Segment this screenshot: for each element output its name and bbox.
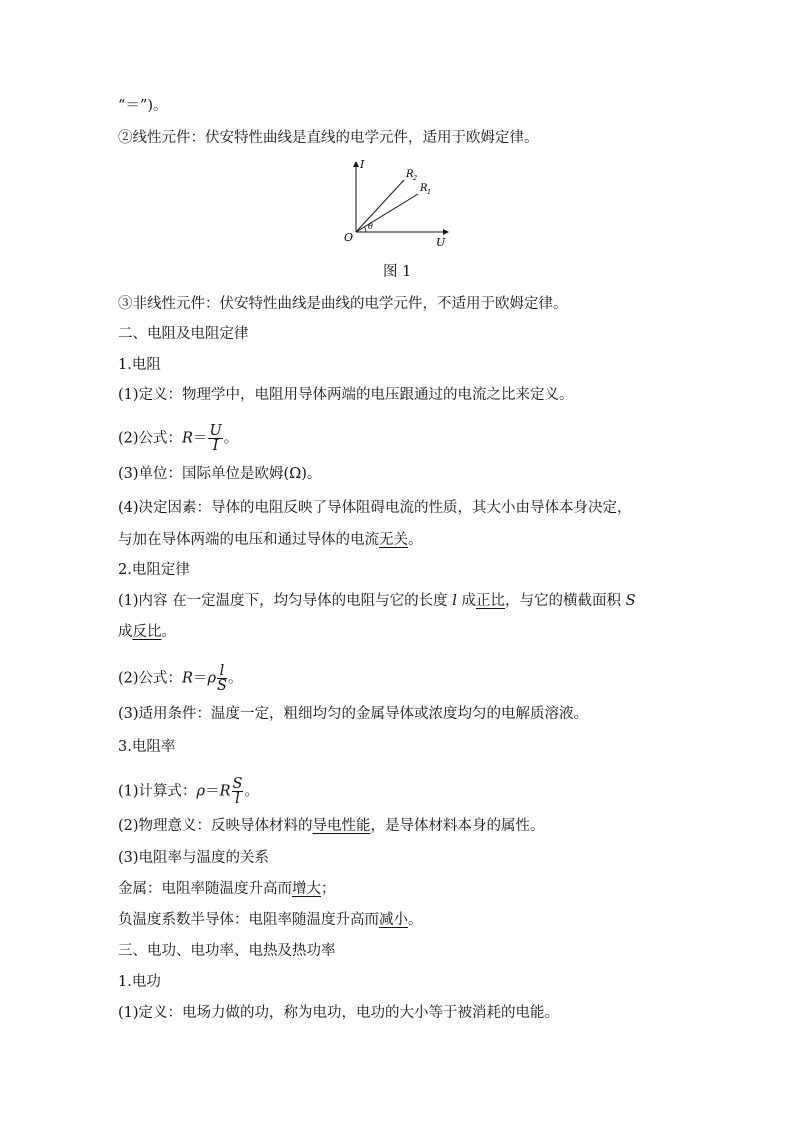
text-span: ＝ (205, 783, 220, 800)
origin-label: O (344, 231, 354, 244)
text-span: 成 (118, 624, 133, 640)
line-r1 (356, 194, 418, 232)
text-span: 金属：电阻率随温度升高而 (118, 881, 292, 897)
section-heading: 三、电功、电功率、电热及热功率 (118, 943, 336, 959)
underlined-answer: 无关 (379, 532, 408, 548)
text-line: “＝”)。 (118, 98, 168, 114)
text-span: (2)物理意义：反映导体材料的 (118, 818, 313, 834)
angle-label: θ (368, 222, 373, 231)
text-span: 。 (244, 783, 259, 800)
text-line: (4)决定因素：导体的电阻反映了导体阻碍电流的性质，其大小由导体本身决定， (118, 500, 632, 516)
numerator: l (217, 664, 227, 679)
text-span: 。 (408, 532, 423, 548)
text-line (118, 910, 423, 930)
text-line (118, 591, 636, 611)
text-span: 负温度系数半导体：电阻率随温度升高而 (118, 912, 379, 928)
text-line: ②线性元件：伏安特性曲线是直线的电学元件，适用于欧姆定律。 (118, 130, 539, 146)
axis-label-i: I (360, 158, 365, 171)
text-line (118, 816, 545, 836)
underlined-answer: 导电性能 (312, 818, 371, 834)
subsection-heading: 3.电阻率 (118, 739, 176, 755)
angle-arc (365, 227, 367, 232)
variable: ρ (196, 783, 206, 800)
text-span: (1)内容 在一定温度下，均匀导体的电阻与它的长度 (118, 593, 453, 609)
iu-characteristic-figure (340, 158, 452, 250)
denominator: S (217, 678, 227, 694)
label-r2: R (406, 169, 414, 180)
numerator: U (209, 423, 222, 439)
underlined-answer: 增大 (292, 881, 321, 897)
fraction (217, 664, 227, 693)
fraction (208, 424, 222, 453)
text-span: ＝ (192, 670, 208, 687)
denominator: l (235, 791, 240, 807)
variable: R (182, 670, 193, 687)
fraction (232, 777, 244, 806)
text-span: 。 (408, 912, 423, 928)
underlined-answer: 反比 (132, 624, 162, 640)
figure-caption: 图 1 (383, 264, 412, 280)
text-line: (1)定义：电场力做的功，称为电功，电功的大小等于被消耗的电能。 (118, 1005, 560, 1021)
section-heading: 二、电阻及电阻定律 (118, 326, 249, 342)
formula-line (118, 424, 238, 453)
text-span: ，是导体材料本身的属性。 (370, 818, 545, 834)
subsection-heading: 1.电阻 (118, 357, 161, 373)
denominator: I (212, 438, 219, 454)
label-r1: R (420, 183, 428, 194)
text-line: (1)定义：物理学中，电阻用导体两端的电压跟通过的电流之比来定义。 (118, 387, 574, 403)
text-line (118, 879, 336, 899)
numerator: S (232, 776, 243, 792)
text-line: ③非线性元件：伏安特性曲线是曲线的电学元件，不适用于欧姆定律。 (118, 296, 568, 312)
variable: R (219, 783, 231, 800)
variable: S (625, 593, 636, 609)
text-line: (3)适用条件：温度一定，粗细均匀的金属导体或浓度均匀的电解质溶液。 (118, 706, 589, 722)
variable: l (452, 593, 457, 609)
text-span: 。 (227, 670, 243, 687)
underlined-answer: 减小 (379, 912, 408, 928)
formula-line (118, 777, 259, 806)
label-r1-sub: 1 (427, 188, 432, 196)
text-line (118, 622, 176, 642)
text-span: (2)公式： (118, 430, 183, 447)
text-line: (3)单位：国际单位是欧姆(Ω)。 (118, 466, 322, 482)
text-span: ； (321, 881, 336, 897)
variable: R (182, 430, 193, 447)
text-span: (1)计算式： (118, 783, 197, 800)
text-span: 成 (456, 593, 477, 609)
text-span: ＝ (192, 430, 208, 447)
subsection-heading: 2.电阻定律 (118, 562, 190, 578)
text-span: (2)公式： (118, 670, 183, 687)
subsection-heading: 1.电功 (118, 974, 161, 990)
formula-line (118, 664, 242, 693)
text-line (118, 530, 423, 550)
text-span: ，与它的横截面积 (505, 593, 626, 609)
axis-label-u: U (436, 236, 446, 249)
iu-graph (340, 158, 452, 250)
line-r2 (356, 180, 404, 232)
text-line: (3)电阻率与温度的关系 (118, 850, 270, 866)
text-span: 。 (223, 430, 239, 447)
text-span: 与加在导体两端的电压和通过导体的电流 (118, 532, 379, 548)
label-r2-sub: 2 (413, 174, 418, 182)
underlined-answer: 正比 (476, 593, 506, 609)
variable: ρ (207, 670, 216, 687)
text-span: 。 (161, 624, 176, 640)
